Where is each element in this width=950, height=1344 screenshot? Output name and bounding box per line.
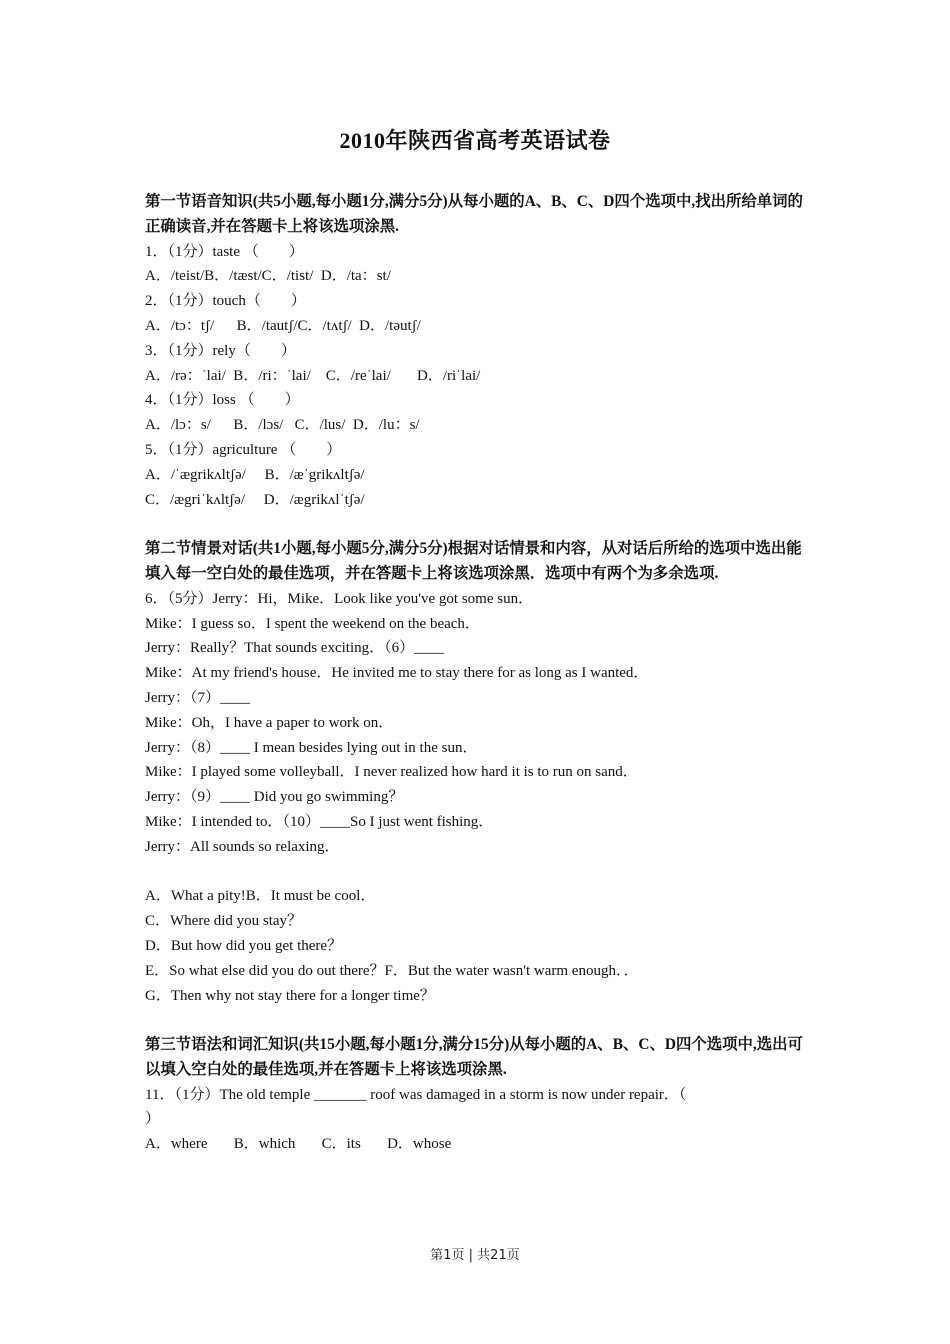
q11-options: A．where B．which C．its D．whose bbox=[145, 1136, 452, 1153]
page-title: 2010年陕西省高考英语试卷 bbox=[339, 128, 611, 153]
q1-stem: 1．（1分）taste （ ） bbox=[145, 243, 304, 260]
dialogue-line: Jerry：（8）____ I mean besides lying out in the sun． bbox=[145, 739, 478, 756]
q3-stem: 3．（1分）rely（ ） bbox=[145, 342, 296, 359]
dialogue-line: Jerry：Really？That sounds exciting．（6）____ bbox=[145, 640, 445, 657]
page-footer: 第1页 | 共21页 bbox=[430, 1248, 520, 1263]
spacer bbox=[145, 1008, 810, 1033]
q11-stem: 11．（1分）The old temple _______ roof was damaged in a storm is now under repair．（ bbox=[145, 1086, 687, 1103]
dialogue-line: Jerry：All sounds so relaxing． bbox=[145, 838, 340, 855]
dialogue-line: Mike：I intended to．（10）____So I just went fishing． bbox=[145, 813, 494, 830]
dialogue-line: Jerry：（7）____ bbox=[145, 689, 250, 706]
q4-options: A．/lɔ：s/ B．/lɔs/ C．/lus/ D．/lu：s/ bbox=[145, 417, 420, 434]
dialogue-line: 6．（5分）Jerry：Hi，Mike．Look like you've got some sun． bbox=[145, 590, 534, 607]
exam-body bbox=[145, 190, 810, 1157]
dialogue-option: G．Then why not stay there for a longer time？ bbox=[145, 987, 435, 1004]
section-3-heading: 第三节语法和词汇知识(共15小题,每小题1分,满分15分)从每小题的A、B、C、D四个选项中,选出可以填入空白处的最佳选项,并在答题卡上将该选项涂黑. bbox=[145, 1036, 803, 1078]
dialogue-option: D．But how did you get there？ bbox=[145, 937, 343, 954]
dialogue-line: Mike：Oh，I have a paper to work on． bbox=[145, 714, 394, 731]
dialogue-option: E．So what else did you do out there？F．But the water wasn't warm enough．． bbox=[145, 962, 639, 979]
q2-options: A．/tɔ：tʃ/ B．/tautʃ/C．/tʌtʃ/ D．/təutʃ/ bbox=[145, 317, 421, 334]
dialogue-line: Jerry：（9）____ Did you go swimming？ bbox=[145, 789, 404, 806]
q3-options: A．/rə：ˈlai/ B．/ri：ˈlai/ C．/reˈlai/ D．/riˈlai/ bbox=[145, 367, 481, 384]
dialogue-option: C．Where did you stay？ bbox=[145, 913, 303, 930]
dialogue-line: Mike：At my friend's house．He invited me to stay there for as long as I wanted． bbox=[145, 665, 649, 682]
q4-stem: 4．（1分）loss （ ） bbox=[145, 392, 300, 409]
dialogue-option: A．What a pity!B．It must be cool． bbox=[145, 888, 376, 905]
q5-options-ab: A．/ˈægrikʌltʃə/ B．/æˈgrikʌltʃə/ bbox=[145, 466, 365, 483]
spacer bbox=[145, 512, 810, 537]
dialogue-line: Mike：I played some volleyball．I never realized how hard it is to run on sand． bbox=[145, 764, 638, 781]
q5-stem: 5．（1分）agriculture （ ） bbox=[145, 441, 342, 458]
dialogue-line: Mike：I guess so．I spent the weekend on the beach． bbox=[145, 615, 480, 632]
section-2-heading: 第二节情景对话(共1小题,每小题5分,满分5分)根据对话情景和内容，从对话后所给的选项中选出能填入每一空白处的最佳选项，并在答题卡上将该选项涂黑．选项中有两个为多余选项. bbox=[145, 540, 802, 582]
q1-options: A．/teist/B．/tæst/C．/tist/ D．/ta：st/ bbox=[145, 268, 391, 285]
spacer bbox=[145, 860, 810, 885]
q5-options-cd: C．/ægriˈkʌltʃə/ D．/ægrikʌlˈtʃə/ bbox=[145, 491, 365, 508]
section-1-heading: 第一节语音知识(共5小题,每小题1分,满分5分)从每小题的A、B、C、D四个选项中,找出所给单词的正确读音,并在答题卡上将该选项涂黑. bbox=[145, 193, 803, 235]
q11-stem-end: ） bbox=[145, 1111, 161, 1128]
q2-stem: 2．（1分）touch（ ） bbox=[145, 293, 306, 310]
